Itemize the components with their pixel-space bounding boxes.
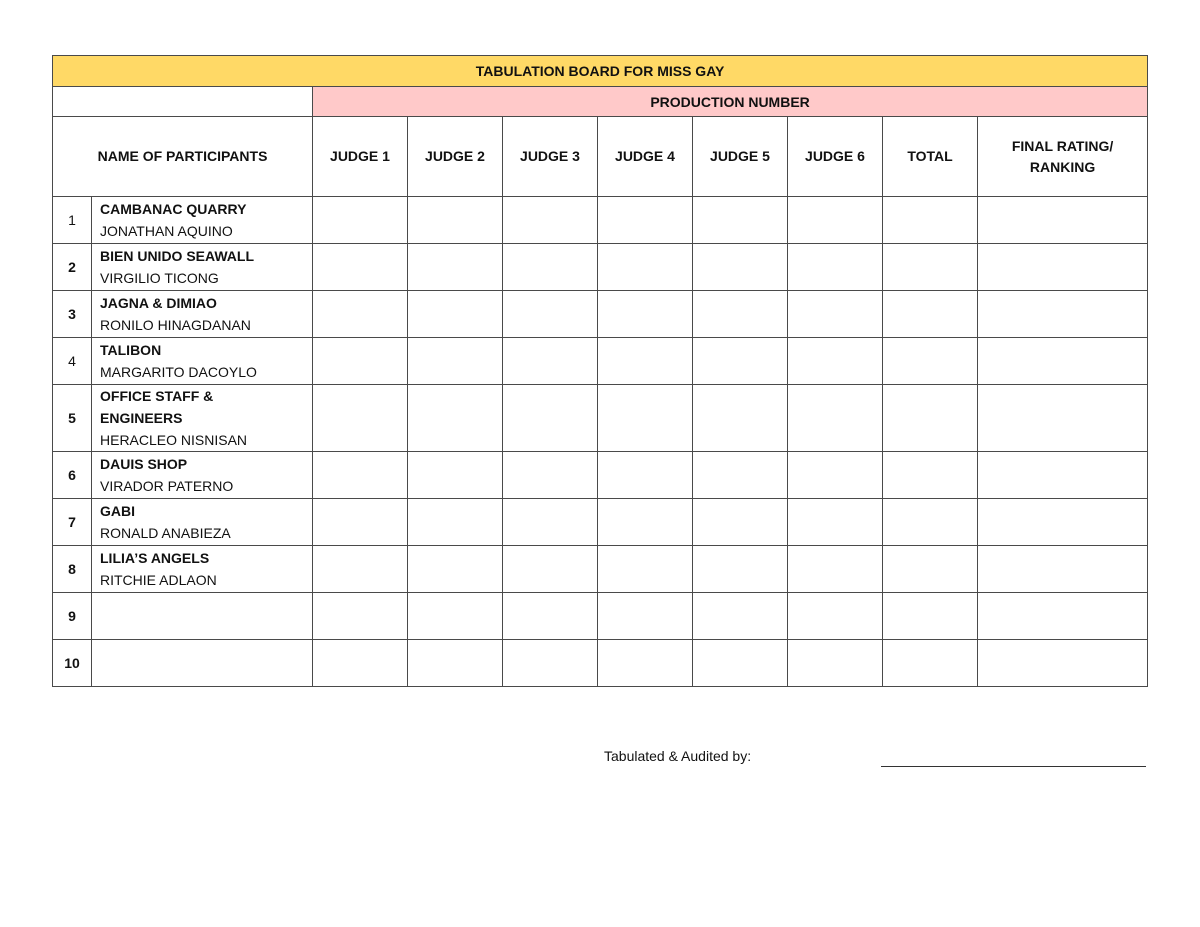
score-judge-4[interactable] <box>598 593 693 640</box>
header-judge-5: JUDGE 5 <box>693 117 788 197</box>
header-final-line2: RANKING <box>1029 158 1096 175</box>
participant-cell[interactable] <box>92 593 313 640</box>
score-judge-6[interactable] <box>788 452 883 499</box>
score-judge-2[interactable] <box>408 338 503 385</box>
score-judge-2[interactable] <box>408 499 503 546</box>
table-row <box>53 338 1148 385</box>
tabulation-table <box>52 55 1148 687</box>
score-judge-1[interactable] <box>313 291 408 338</box>
score-judge-6[interactable] <box>788 385 883 452</box>
score-judge-6[interactable] <box>788 197 883 244</box>
participant-number: 2 <box>53 244 92 291</box>
score-judge-1[interactable] <box>313 640 408 687</box>
score-total[interactable] <box>883 197 978 244</box>
score-judge-2[interactable] <box>408 197 503 244</box>
participant-team: CAMBANAC QUARRY <box>100 201 247 217</box>
table-row <box>53 546 1148 593</box>
score-judge-1[interactable] <box>313 499 408 546</box>
header-judge-6: JUDGE 6 <box>788 117 883 197</box>
table-row <box>53 593 1148 640</box>
participant-cell <box>92 499 313 546</box>
score-judge-4[interactable] <box>598 244 693 291</box>
score-judge-3[interactable] <box>503 291 598 338</box>
table-row <box>53 499 1148 546</box>
participant-cell[interactable] <box>92 640 313 687</box>
table-row <box>53 197 1148 244</box>
participant-cell <box>92 546 313 593</box>
score-judge-6[interactable] <box>788 546 883 593</box>
participant-cell <box>92 452 313 499</box>
score-judge-3[interactable] <box>503 452 598 499</box>
score-judge-4[interactable] <box>598 640 693 687</box>
header-judge-1: JUDGE 1 <box>313 117 408 197</box>
score-final-rating[interactable] <box>978 385 1148 452</box>
signature-line[interactable] <box>881 766 1146 767</box>
category-row <box>53 87 1148 117</box>
score-judge-1[interactable] <box>313 197 408 244</box>
participant-name: HERACLEO NISNISAN <box>100 432 248 448</box>
table-row <box>53 640 1148 687</box>
score-judge-2[interactable] <box>408 385 503 452</box>
score-judge-4[interactable] <box>598 338 693 385</box>
score-total[interactable] <box>883 291 978 338</box>
score-judge-1[interactable] <box>313 546 408 593</box>
score-judge-5[interactable] <box>693 244 788 291</box>
score-judge-4[interactable] <box>598 452 693 499</box>
score-judge-6[interactable] <box>788 338 883 385</box>
score-judge-6[interactable] <box>788 499 883 546</box>
score-judge-3[interactable] <box>503 593 598 640</box>
score-judge-5[interactable] <box>693 546 788 593</box>
score-judge-5[interactable] <box>693 452 788 499</box>
participant-number: 10 <box>53 640 92 687</box>
participant-number: 9 <box>53 593 92 640</box>
score-judge-4[interactable] <box>598 499 693 546</box>
score-judge-5[interactable] <box>693 499 788 546</box>
score-judge-1[interactable] <box>313 385 408 452</box>
participant-team: LILIA’S ANGELS <box>100 550 210 566</box>
participant-number: 1 <box>53 197 92 244</box>
score-judge-1[interactable] <box>313 452 408 499</box>
signature-label: Tabulated & Audited by: <box>604 748 752 764</box>
score-judge-1[interactable] <box>313 338 408 385</box>
participant-number: 6 <box>53 452 92 499</box>
participant-team-line1: OFFICE STAFF & <box>100 388 214 404</box>
participant-cell <box>92 197 313 244</box>
title-row <box>53 56 1148 87</box>
score-total[interactable] <box>883 385 978 452</box>
score-judge-5[interactable] <box>693 197 788 244</box>
score-judge-3[interactable] <box>503 385 598 452</box>
score-final-rating[interactable] <box>978 197 1148 244</box>
score-total[interactable] <box>883 452 978 499</box>
table-row <box>53 291 1148 338</box>
score-judge-4[interactable] <box>598 197 693 244</box>
score-judge-1[interactable] <box>313 593 408 640</box>
participant-number: 4 <box>53 338 92 385</box>
header-total: TOTAL <box>883 117 978 197</box>
score-total[interactable] <box>883 593 978 640</box>
participant-number: 7 <box>53 499 92 546</box>
participant-number: 5 <box>53 385 92 452</box>
header-judge-3: JUDGE 3 <box>503 117 598 197</box>
score-judge-3[interactable] <box>503 640 598 687</box>
score-judge-4[interactable] <box>598 291 693 338</box>
score-total[interactable] <box>883 499 978 546</box>
score-final-rating[interactable] <box>978 244 1148 291</box>
participant-team-line2: ENGINEERS <box>100 410 183 426</box>
participant-name: RONILO HINAGDANAN <box>100 317 251 333</box>
score-final-rating[interactable] <box>978 452 1148 499</box>
score-judge-1[interactable] <box>313 244 408 291</box>
score-judge-5[interactable] <box>693 291 788 338</box>
score-judge-6[interactable] <box>788 593 883 640</box>
header-final-line1: FINAL RATING/ <box>1011 137 1114 154</box>
score-judge-3[interactable] <box>503 546 598 593</box>
score-judge-2[interactable] <box>408 593 503 640</box>
score-judge-4[interactable] <box>598 546 693 593</box>
score-judge-2[interactable] <box>408 452 503 499</box>
score-judge-5[interactable] <box>693 385 788 452</box>
blank-cell[interactable] <box>53 87 313 117</box>
header-row <box>53 117 1148 197</box>
score-judge-3[interactable] <box>503 244 598 291</box>
participant-team: JAGNA & DIMIAO <box>100 295 217 311</box>
participant-team: BIEN UNIDO SEAWALL <box>100 248 255 264</box>
score-judge-5[interactable] <box>693 640 788 687</box>
score-judge-2[interactable] <box>408 244 503 291</box>
score-final-rating[interactable] <box>978 546 1148 593</box>
participant-name: RONALD ANABIEZA <box>100 525 231 541</box>
participant-team: TALIBON <box>100 342 162 358</box>
table-title: TABULATION BOARD FOR MISS GAY <box>53 56 1148 87</box>
participant-name: VIRADOR PATERNO <box>100 478 234 494</box>
score-judge-5[interactable] <box>693 338 788 385</box>
score-total[interactable] <box>883 244 978 291</box>
score-final-rating[interactable] <box>978 640 1148 687</box>
score-judge-6[interactable] <box>788 291 883 338</box>
participant-number: 3 <box>53 291 92 338</box>
category-title: PRODUCTION NUMBER <box>313 87 1148 117</box>
score-judge-3[interactable] <box>503 499 598 546</box>
participant-name: MARGARITO DACOYLO <box>100 364 257 380</box>
participant-name: VIRGILIO TICONG <box>100 270 219 286</box>
score-judge-2[interactable] <box>408 291 503 338</box>
participant-team: DAUIS SHOP <box>100 456 188 472</box>
score-judge-3[interactable] <box>503 197 598 244</box>
score-final-rating[interactable] <box>978 291 1148 338</box>
score-final-rating[interactable] <box>978 593 1148 640</box>
score-total[interactable] <box>883 640 978 687</box>
header-final-rating <box>978 117 1148 197</box>
participant-cell <box>92 244 313 291</box>
participant-cell <box>92 385 313 452</box>
participant-name: RITCHIE ADLAON <box>100 572 217 588</box>
header-judge-4: JUDGE 4 <box>598 117 693 197</box>
table-row <box>53 452 1148 499</box>
participant-number: 8 <box>53 546 92 593</box>
score-judge-2[interactable] <box>408 640 503 687</box>
score-judge-3[interactable] <box>503 338 598 385</box>
score-judge-6[interactable] <box>788 640 883 687</box>
participant-name: JONATHAN AQUINO <box>100 223 233 239</box>
participant-cell <box>92 338 313 385</box>
participant-cell <box>92 291 313 338</box>
score-final-rating[interactable] <box>978 499 1148 546</box>
score-judge-6[interactable] <box>788 244 883 291</box>
score-final-rating[interactable] <box>978 338 1148 385</box>
score-judge-2[interactable] <box>408 546 503 593</box>
header-participants: NAME OF PARTICIPANTS <box>53 117 313 197</box>
score-judge-5[interactable] <box>693 593 788 640</box>
table-row <box>53 244 1148 291</box>
score-total[interactable] <box>883 338 978 385</box>
table-row <box>53 385 1148 452</box>
participant-team: GABI <box>100 503 135 519</box>
header-judge-2: JUDGE 2 <box>408 117 503 197</box>
score-total[interactable] <box>883 546 978 593</box>
score-judge-4[interactable] <box>598 385 693 452</box>
